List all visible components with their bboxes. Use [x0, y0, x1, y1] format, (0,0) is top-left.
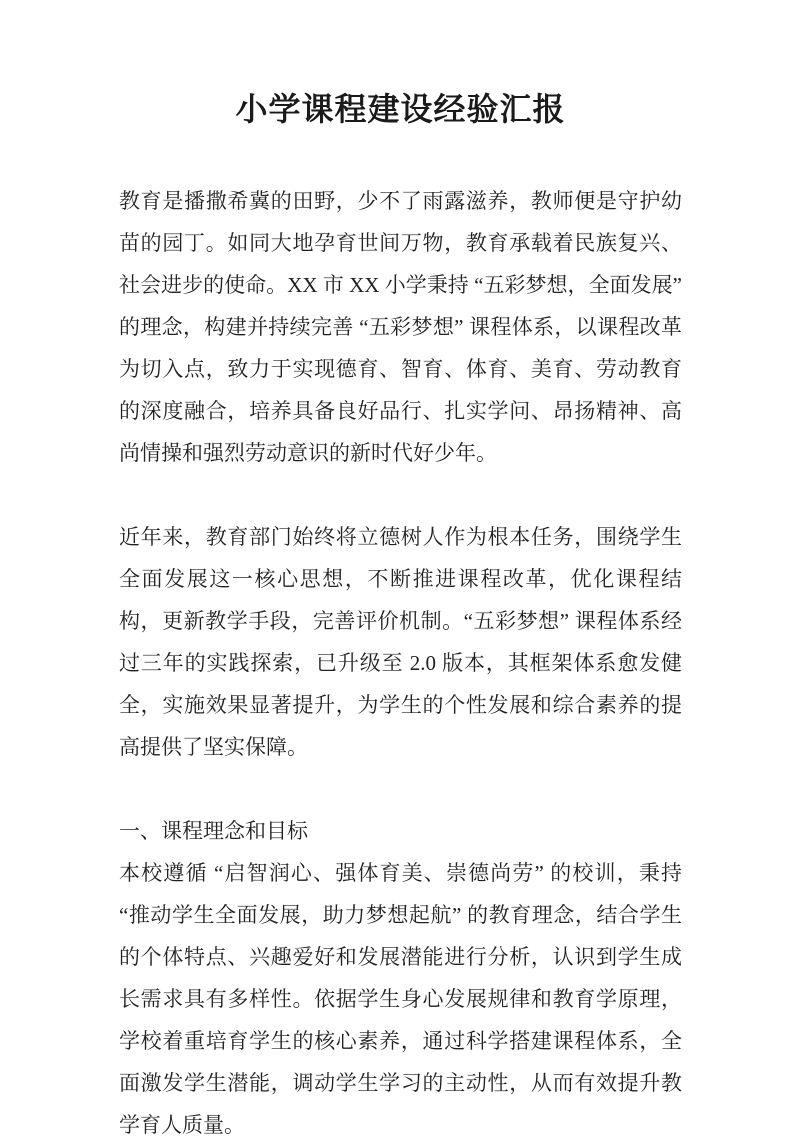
document-title: 小学课程建设经验汇报	[235, 91, 566, 127]
section-heading-curriculum-concept: 一、课程理念和目标	[119, 819, 308, 843]
intro-paragraph-2: 近年来，教育部门始终将立德树人作为根本任务，围绕学生全面发展这一核心思想，不断推进课程改革，优化课程结构，更新教学手段，完善评价机制。“五彩梦想” 课程体系经过三年的实践探索，已升级至 2.0 版本，其框架体系愈发健全，实施效果显著提升，为学生的个性发展和综合素养的提高提供了坚实保障。	[119, 525, 682, 759]
section-paragraph-1: 本校遵循 “启智润心、强体育美、崇德尚劳” 的校训，秉持 “推动学生全面发展，助力梦想起航” 的教育理念，结合学生的个体特点、兴趣爱好和发展潜能进行分析，认识到学生成长需求具有多样性。依据学生身心发展规律和教育学原理，学校着重培育学生的核心素养，通过科学搭建课程体系，全面激发学生潜能，调动学生学习的主动性，从而有效提升教学育人质量。	[119, 861, 682, 1137]
intro-paragraph-1: 教育是播撒希冀的田野，少不了雨露滋养，教师便是守护幼苗的园丁。如同大地孕育世间万物，教育承载着民族复兴、社会进步的使命。XX 市 XX 小学秉持 “五彩梦想，全面发展” 的理念，构建并持续完善 “五彩梦想” 课程体系，以课程改革为切入点，致力于实现德育、智育、体育、美育、劳动教育的深度融合，培养具备良好品行、扎实学问、昂扬精神、高尚情操和强烈劳动意识的新时代好少年。	[119, 189, 682, 465]
